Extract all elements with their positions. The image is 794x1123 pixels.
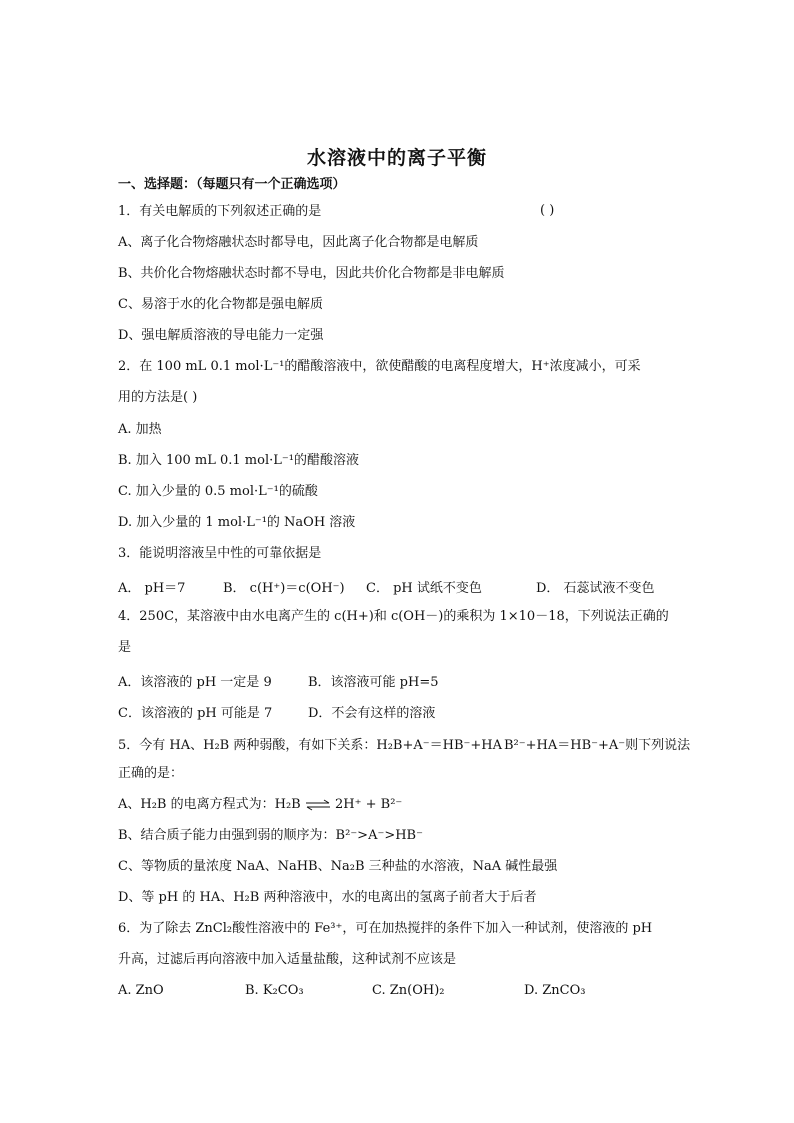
q2-option-a: A. 加热 [118, 422, 162, 437]
q6-stem-line2: 升高，过滤后再向溶液中加入适量盐酸，这种试剂不应该是 [118, 952, 457, 967]
q1-option-c: C、易溶于水的化合物都是强电解质 [118, 297, 323, 312]
q4-option-b: B．该溶液可能 pH=5 [308, 675, 439, 690]
q5-option-d: D、等 pH 的 HA、H₂B 两种溶液中，水的电离出的氢离子前者大于后者 [118, 890, 537, 905]
q1-answer-blank: ( ) [540, 203, 555, 218]
q2-option-c: C. 加入少量的 0.5 mol·L⁻¹的硫酸 [118, 484, 318, 499]
q5-option-a [118, 796, 688, 814]
q6-option-a: A. ZnO [118, 983, 164, 998]
q5-option-b: B、结合质子能力由强到弱的顺序为：B²⁻>A⁻>HB⁻ [118, 828, 423, 843]
q6-option-b: B. K₂CO₃ [245, 983, 304, 998]
q1-stem: 1．有关电解质的下列叙述正确的是 [118, 204, 322, 219]
q1-option-a: A、离子化合物熔融状态时都导电，因此离子化合物都是电解质 [118, 235, 479, 250]
equilibrium-arrow-icon [305, 799, 331, 811]
q3-stem: 3．能说明溶液呈中性的可靠依据是 [118, 546, 322, 561]
q2-option-b: B. 加入 100 mL 0.1 mol·L⁻¹的醋酸溶液 [118, 453, 359, 468]
q6-option-d: D. ZnCO₃ [524, 983, 586, 998]
q6-option-c: C. Zn(OH)₂ [372, 983, 445, 998]
q2-stem-line1: 2．在 100 mL 0.1 mol·L⁻¹的醋酸溶液中，欲使醋酸的电离程度增大，H⁺浓度减小，可采 [118, 359, 641, 374]
section-heading: 一、选择题：（每题只有一个正确选项） [118, 177, 346, 192]
q4-option-c: C．该溶液的 pH 可能是 7 [118, 706, 273, 721]
q4-option-a: A．该溶液的 pH 一定是 9 [118, 675, 272, 690]
q2-stem-line2: 用的方法是( ) [118, 390, 198, 405]
q4-stem-line2: 是 [118, 640, 132, 655]
q1-option-d: D、强电解质溶液的导电能力一定强 [118, 328, 324, 343]
q5-stem-line1b: B²⁻+HA＝HB⁻+A⁻则下列说法 [504, 738, 691, 753]
q3-option-c: C． pH 试纸不变色 [366, 581, 482, 596]
q5-option-a-suffix: 2H⁺ + B²⁻ [335, 797, 403, 812]
q5-option-c: C、等物质的量浓度 NaA、NaHB、Na₂B 三种盐的水溶液，NaA 碱性最强 [118, 859, 558, 874]
q4-option-d: D．不会有这样的溶液 [308, 706, 436, 721]
q5-option-a-prefix: A、H₂B 的电离方程式为：H₂B [118, 797, 301, 812]
q5-stem-line1a: 5．今有 HA、H₂B 两种弱酸，有如下关系：H₂B+A⁻＝HB⁻+HA [118, 738, 502, 753]
q3-option-b: B． c(H⁺)＝c(OH⁻) [223, 581, 345, 596]
q4-stem-line1: 4．250C，某溶液中由水电离产生的 c(H+)和 c(OH－)的乘积为 1×10－18，下列说法正确的 [118, 609, 669, 624]
q1-option-b: B、共价化合物熔融状态时都不导电，因此共价化合物都是非电解质 [118, 266, 505, 281]
q3-option-a: A． pH＝7 [118, 581, 186, 596]
q3-option-d: D． 石蕊试液不变色 [536, 581, 655, 596]
q5-stem-line2: 正确的是： [118, 766, 184, 781]
q2-option-d: D. 加入少量的 1 mol·L⁻¹的 NaOH 溶液 [118, 515, 356, 530]
page-title: 水溶液中的离子平衡 [306, 147, 487, 169]
q6-stem-line1: 6．为了除去 ZnCl₂酸性溶液中的 Fe³⁺，可在加热搅拌的条件下加入一种试剂，使溶液的 pH [118, 921, 653, 936]
